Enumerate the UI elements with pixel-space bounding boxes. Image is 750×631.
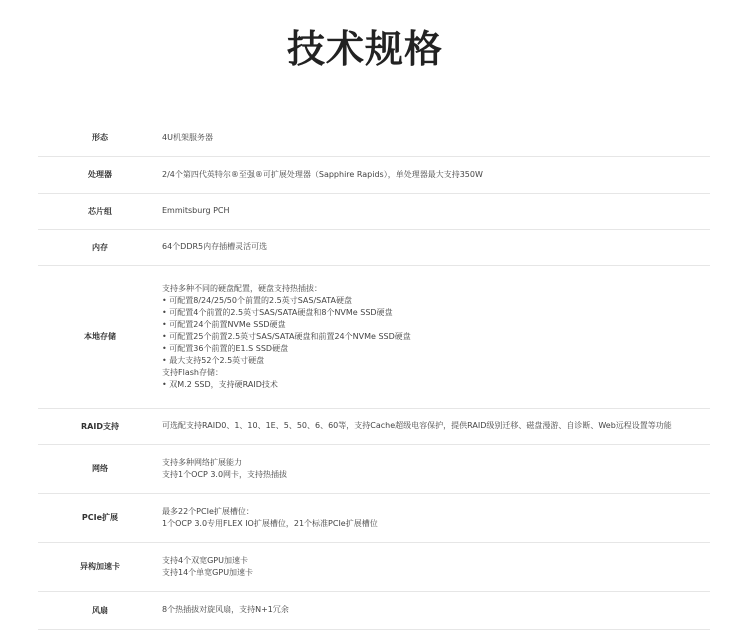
spec-value-line: 支持多种网络扩展能力 [162,457,242,467]
spec-value-line: • 最大支持52个2.5英寸硬盘 [162,355,265,365]
spec-row [38,408,710,444]
spec-value-line: 1个OCP 3.0专用FLEX IO扩展槽位，21个标准PCIe扩展槽位 [162,518,378,528]
spec-value-line: 2/4个第四代英特尔®至强®可扩展处理器（Sapphire Rapids），单处理器最大支持350W [162,169,483,179]
spec-key: RAID支持 [38,408,162,444]
spec-key: 本地存储 [38,265,162,408]
spec-key: 芯片组 [38,193,162,229]
spec-row [38,265,710,408]
spec-value-line: • 可配置8/24/25/50个前置的2.5英寸SAS/SATA硬盘 [162,295,352,305]
spec-value [162,229,710,265]
spec-row [38,542,710,591]
spec-row [38,229,710,265]
spec-value-line: • 双M.2 SSD，支持硬RAID技术 [162,379,278,389]
spec-value [162,193,710,229]
spec-value-line: 8个热插拔对旋风扇，支持N+1冗余 [162,605,289,614]
spec-key: 形态 [38,120,162,156]
spec-value [162,265,710,408]
spec-row [38,156,710,193]
spec-value-line: 64个DDR5内存插槽灵活可选 [162,242,268,251]
spec-key: 处理器 [38,156,162,193]
spec-row [38,444,710,493]
spec-value-line: • 可配置25个前置2.5英寸SAS/SATA硬盘和前置24个NVMe SSD硬盘 [162,331,411,341]
spec-value-line: 支持Flash存储： [162,367,223,377]
spec-value [162,120,710,156]
spec-row [38,493,710,542]
spec-table [38,120,710,630]
spec-value [162,408,710,444]
spec-key: PCIe扩展 [38,493,162,542]
spec-value-line: 支持多种不同的硬盘配置，硬盘支持热插拔： [162,283,322,293]
spec-value-line: 支持4个双宽GPU加速卡 [162,555,248,565]
spec-row [38,193,710,229]
spec-row [38,120,710,156]
spec-value-line: 4U机架服务器 [162,132,213,142]
spec-value-line: Emmitsburg PCH [162,206,230,215]
spec-value [162,591,710,629]
spec-value [162,156,710,193]
spec-value-line: 支持1个OCP 3.0网卡，支持热插拔 [162,469,288,479]
spec-row [38,591,710,629]
spec-value [162,493,710,542]
spec-key: 异构加速卡 [38,542,162,591]
page-title: 技术规格 [286,27,443,71]
spec-value [162,542,710,591]
spec-value-line: 支持14个单宽GPU加速卡 [162,567,254,577]
spec-key: 网络 [38,444,162,493]
spec-value-line: • 可配置4个前置的2.5英寸SAS/SATA硬盘和8个NVMe SSD硬盘 [162,307,393,317]
spec-value-line: 最多22个PCIe扩展槽位： [162,506,254,516]
spec-value-line: 可选配支持RAID0、1、10、1E、5、50、6、60等，支持Cache超级电容保护，提供RAID级别迁移、磁盘漫游、自诊断、Web远程设置等功能 [162,421,672,430]
spec-value-line: • 可配置36个前置的E1.S SSD硬盘 [162,343,289,353]
spec-value-line: • 可配置24个前置NVMe SSD硬盘 [162,319,286,329]
spec-key: 内存 [38,229,162,265]
spec-value [162,444,710,493]
spec-key: 风扇 [38,591,162,629]
